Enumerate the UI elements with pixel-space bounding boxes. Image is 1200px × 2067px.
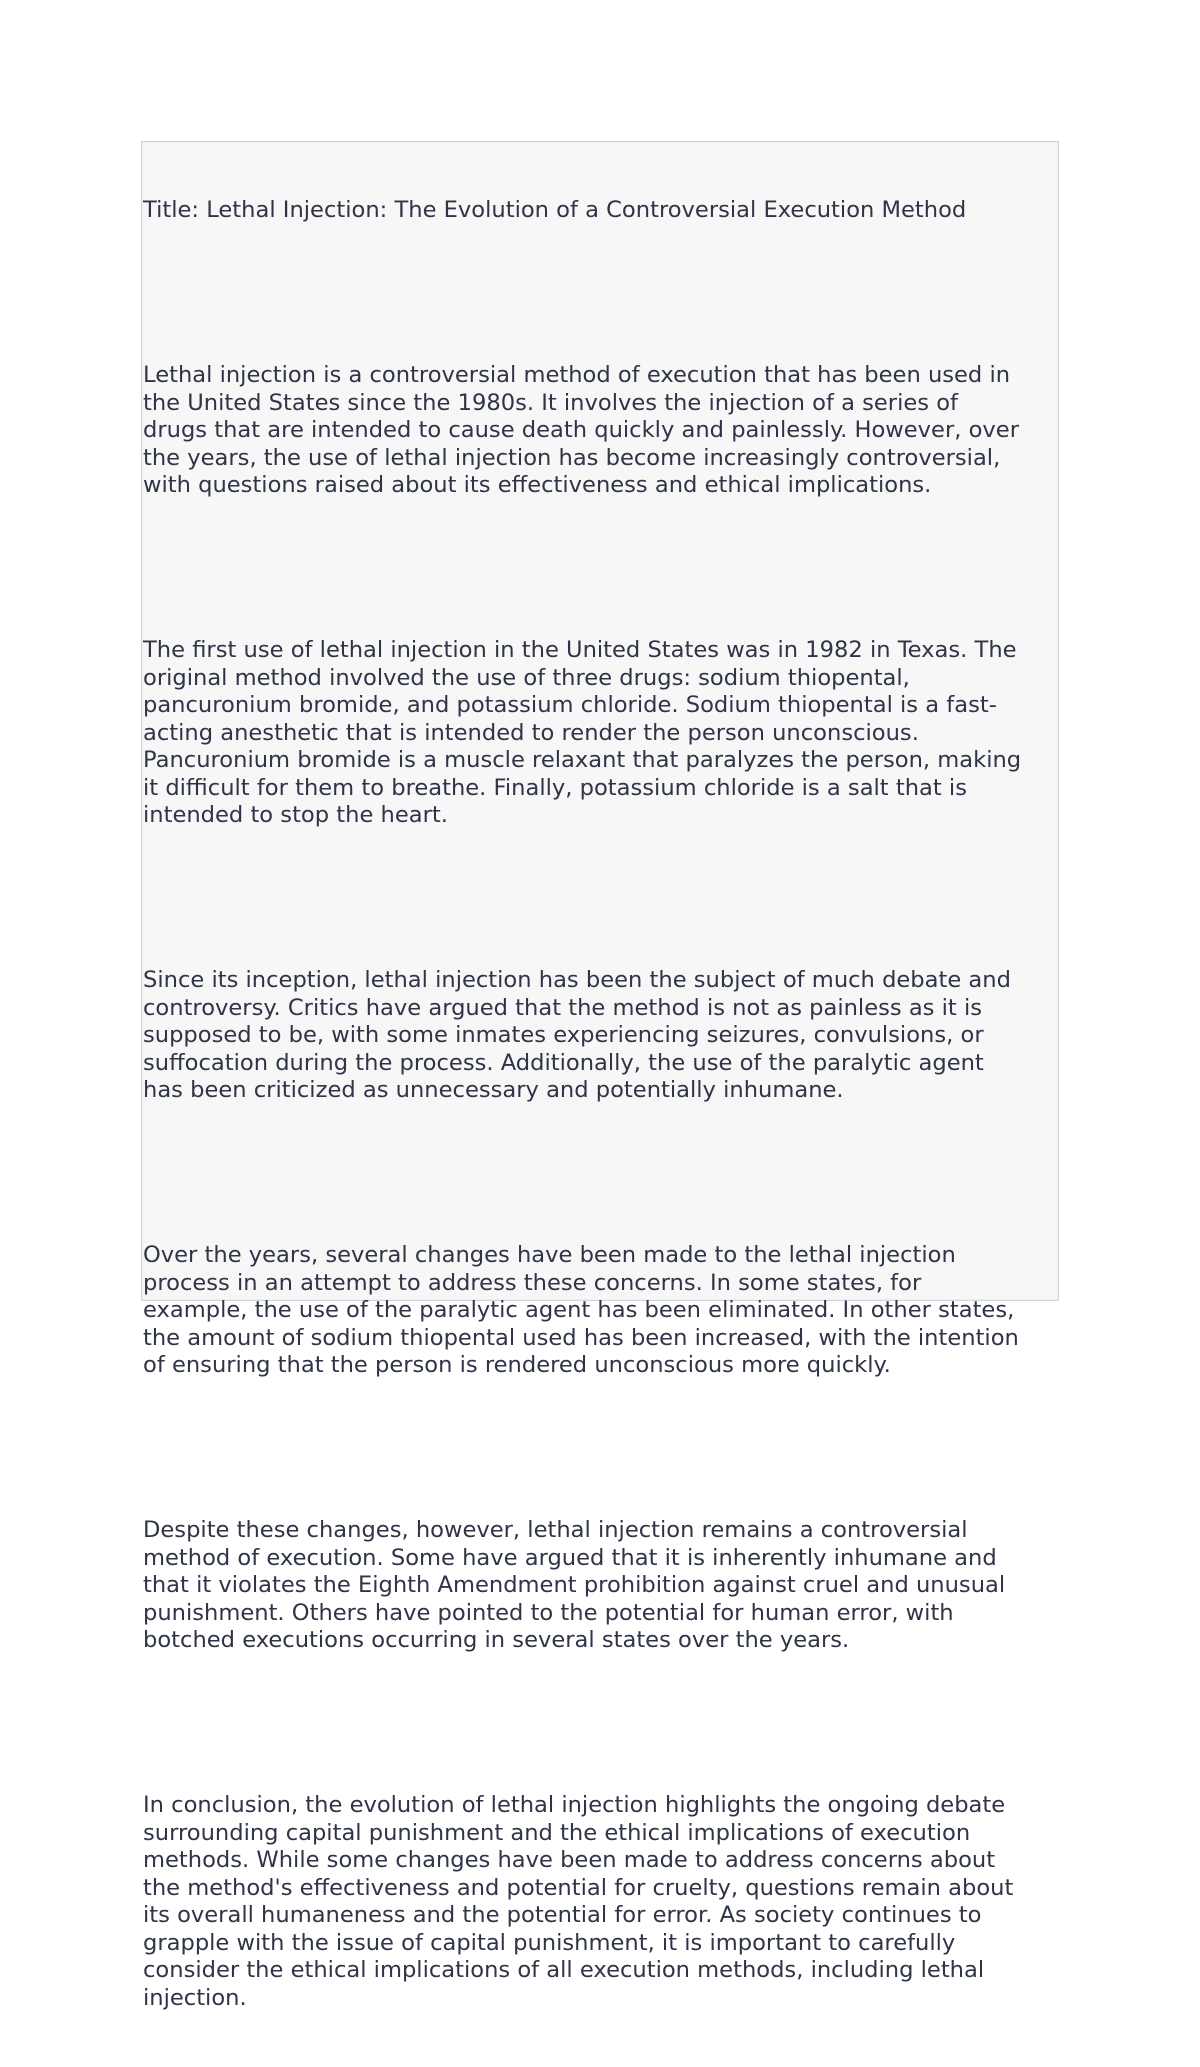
- paragraph-spacer: [143, 280, 1058, 308]
- essay-text-box: [141, 141, 1059, 2011]
- paragraph-spacer: [143, 1435, 1058, 1463]
- paragraph-changes: Over the years, several changes have been made to the lethal injection process in an attempt to address these concerns. In some states, for example, the use of the paralytic agent has been eliminated. In other states, the amount of sodium thiopental used has been increased, with the intention of ensuring that the person is rendered unconscious more quickly.: [143, 1242, 1019, 1378]
- paragraph-spacer: [143, 885, 1058, 913]
- paragraph-intro: Lethal injection is a controversial method of execution that has been used in the United States since the 1980s. It involves the injection of a series of drugs that are intended to cause death quickly and painlessly. However, over the years, the use of lethal injection has become increasingly controversial, with questions raised about its effectiveness and ethical implications.: [143, 362, 1019, 498]
- paragraph-spacer: [143, 1160, 1058, 1188]
- paragraph-spacer: [143, 1710, 1058, 1738]
- paragraph-history: The first use of lethal injection in the United States was in 1982 in Texas. The original method involved the use of three drugs: sodium thiopental, pancuronium bromide, and potassium chloride. Sodium thiopental is a fast- acting anesthetic that is intended to render the person unconscious. Pancuronium bromide is a muscle relaxant that paralyzes the person, making it difficult for them to breathe. Finally, potassium chloride is a salt that is intended to stop the heart.: [143, 637, 1022, 828]
- essay-title: Title: Lethal Injection: The Evolution of a Controversial Execution Method: [143, 197, 967, 223]
- paragraph-spacer: [143, 555, 1058, 583]
- paragraph-controversy: Since its inception, lethal injection has been the subject of much debate and controversy. Critics have argued that the method is not as painless as it is supposed to be, with some inmates experiencing seizures, convulsions, or suffocation during the process. Additionally, the use of the paralytic agent has been criticized as unnecessary and potentially inhumane.: [143, 967, 1011, 1103]
- paragraph-criticism: Despite these changes, however, lethal injection remains a controversial method of execution. Some have argued that it is inherently inhumane and that it violates the Eighth Amendment prohibition against cruel and unusual punishment. Others have pointed to the potential for human error, with botched executions occurring in several states over the years.: [143, 1517, 1006, 1653]
- paragraph-conclusion: In conclusion, the evolution of lethal injection highlights the ongoing debate surrounding capital punishment and the ethical implications of execution methods. While some changes have been made to address concerns about the method's effectiveness and potential for cruelty, questions remain about its overall humaneness and the potential for error. As society continues to grapple with the issue of capital punishment, it is important to carefully consider the ethical implications of all execution methods, including lethal injection.: [143, 1792, 1014, 2011]
